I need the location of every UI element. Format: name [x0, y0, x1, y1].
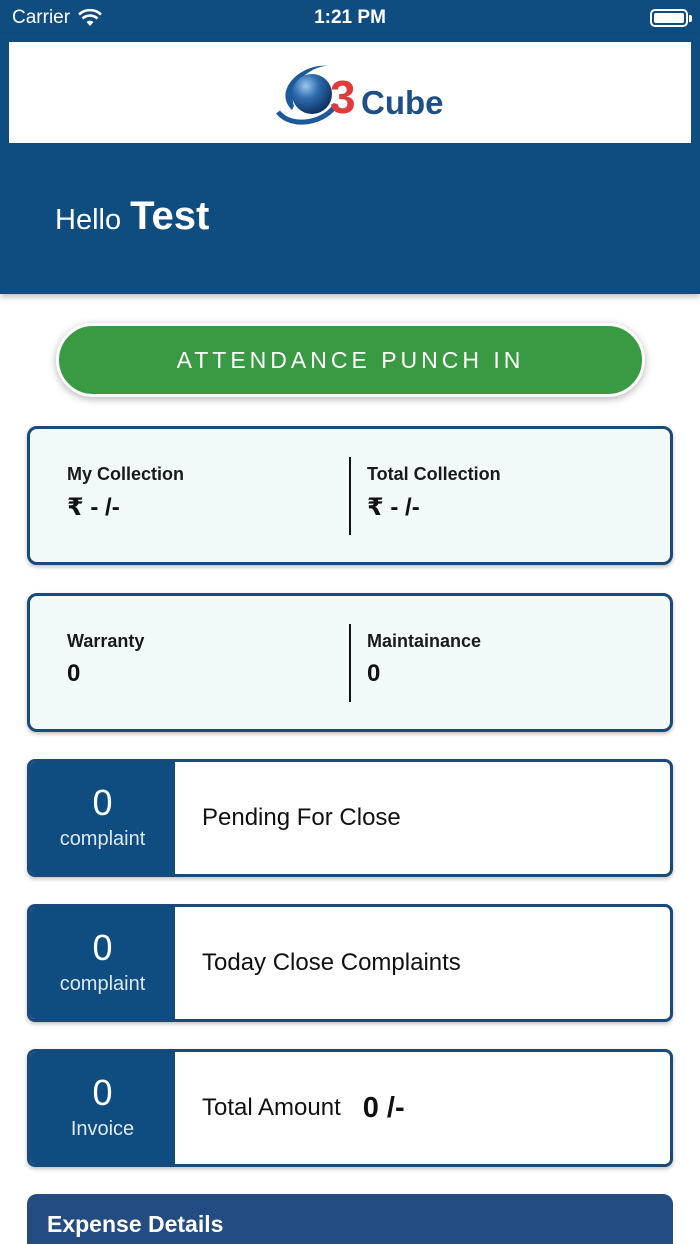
logo-text: Cube: [361, 84, 444, 121]
expense-details-title: Expense Details: [47, 1211, 224, 1237]
total-collection: [367, 464, 501, 522]
logo-box: [9, 42, 691, 143]
battery-icon: [650, 9, 688, 27]
greeting: [55, 194, 209, 239]
count-box: [30, 907, 175, 1019]
header: [0, 34, 700, 294]
card-title-text: Today Close Complaints: [202, 949, 461, 976]
my-collection: [67, 464, 184, 522]
battery-level-fill: [654, 13, 684, 23]
status-bar: [0, 0, 700, 34]
divider: [349, 624, 351, 702]
user-name: Test: [130, 194, 210, 238]
expense-details-card[interactable]: [27, 1194, 673, 1244]
card-title: [202, 1052, 405, 1164]
card-title-text: Pending For Close: [202, 804, 401, 831]
maintenance-label: Maintainance: [367, 631, 482, 651]
card-title: [202, 907, 461, 1019]
maintenance: [367, 631, 481, 688]
count-unit: complaint: [59, 973, 146, 995]
total-amount-card[interactable]: [27, 1049, 673, 1167]
divider: [349, 457, 351, 535]
warranty-value: 0: [67, 660, 81, 687]
logo-number: 3: [330, 71, 356, 123]
invoice-count: 0: [92, 1072, 113, 1113]
maintenance-value: 0: [367, 660, 381, 687]
warranty-label: Warranty: [67, 631, 145, 651]
my-collection-value: ₹ - /-: [67, 494, 120, 521]
count-unit: Invoice: [70, 1118, 135, 1140]
card-title: [202, 762, 401, 874]
warranty: [67, 631, 144, 688]
complaint-count: 0: [92, 927, 113, 968]
status-time: 1:21 PM: [314, 7, 386, 28]
count-unit: complaint: [59, 828, 146, 850]
carrier-label: Carrier: [12, 7, 71, 28]
complaint-count: 0: [92, 782, 113, 823]
card-title-text: Total Amount: [202, 1094, 341, 1121]
total-amount-value: 0 /-: [362, 1091, 405, 1124]
total-collection-value: ₹ - /-: [367, 494, 420, 521]
my-collection-label: My Collection: [67, 464, 185, 484]
count-box: [30, 1052, 175, 1164]
count-box: [30, 762, 175, 874]
today-close-complaints-card[interactable]: [27, 904, 673, 1022]
attendance-punch-in-button[interactable]: ATTENDANCE PUNCH IN: [56, 323, 645, 397]
collection-card: [27, 426, 673, 565]
total-collection-label: Total Collection: [367, 464, 501, 484]
service-card: [27, 593, 673, 732]
greeting-hello: Hello: [55, 204, 122, 236]
pending-for-close-card[interactable]: [27, 759, 673, 877]
